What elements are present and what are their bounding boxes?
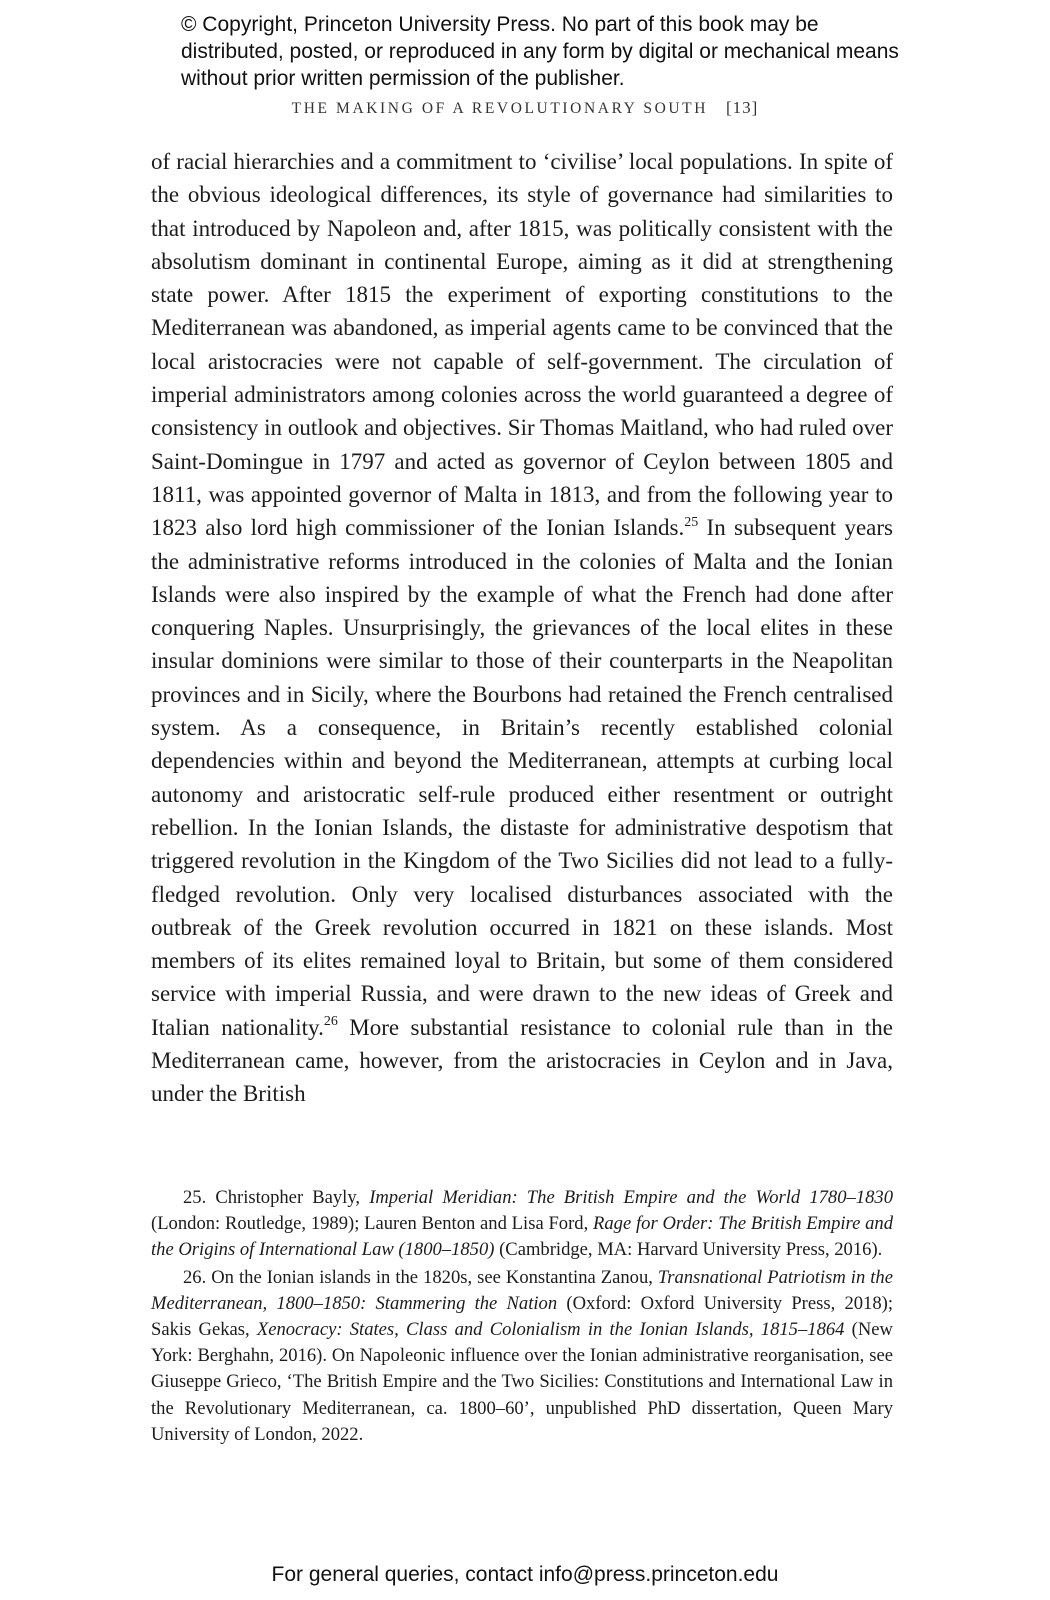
footnote-25-text-3: (Cambridge, MA: Harvard University Press, 2016). xyxy=(494,1239,883,1261)
page-number: [13] xyxy=(726,98,759,117)
body-paragraph xyxy=(151,145,893,1111)
copyright-notice: © Copyright, Princeton University Press. No part of this book may be distributed, posted, or reproduced in any form by digital or mechanical means without prior written permission of the publisher. xyxy=(181,13,899,90)
footnote-ref-25[interactable]: 25 xyxy=(684,514,699,530)
footnote-26-text-3: (New York: Berghahn, 2016). On Napoleonic influence over the Ionian administrative reorganisation, see Giuseppe Grieco, ‘The British Empire and the Two Sicilies: Constitutions and International Law in the Revolutionary Mediterranean, ca. 1800–60’, unpublished PhD dissertation, Queen Mary University of London, 2022. xyxy=(151,1319,893,1445)
footnote-26-title-2: Xenocracy: States, Class and Colonialism in the Ionian Islands, 1815–1864 xyxy=(256,1319,845,1341)
footnote-25 xyxy=(151,1185,893,1264)
footnote-26-text-2: (Oxford: Oxford University Press, 2018); Sakis Gekas, xyxy=(151,1292,893,1341)
footnote-26-title-1: Transnational Patriotism in the Mediterranean, 1800–1850: Stammering the Nation xyxy=(151,1266,893,1314)
footer-contact: For general queries, contact info@press.princeton.edu xyxy=(271,1563,779,1586)
footnote-25-text: 25. Christopher Bayly, xyxy=(183,1187,370,1208)
body-text-part-3: More substantial resistance to colonial rule than in the Mediterranean came, however, from the aristocracies in Ceylon and in Java, under the British xyxy=(151,1014,894,1107)
running-head xyxy=(0,98,1050,118)
footnote-25-text-2: (London: Routledge, 1989); Lauren Benton and Lisa Ford, xyxy=(151,1213,594,1235)
footnotes xyxy=(151,1185,893,1449)
footnote-26-text: 26. On the Ionian islands in the 1820s, see Konstantina Zanou, xyxy=(183,1266,658,1288)
footnote-25-title-2: Rage for Order: The British Empire and the Origins of International Law (1800–1850) xyxy=(151,1213,893,1261)
footnote-26 xyxy=(151,1265,893,1448)
body-text-part-1: of racial hierarchies and a commitment to ‘civilise’ local populations. In spite of the obvious ideological differences, its style of governance had similarities to that introduced by Napoleon and, after 1815, was politically consistent with the absolutism dominant in continental Europe, aiming as it did at strengthening state power. After 1815 the experiment of exporting constitutions to the Mediterranean was abandoned, as imperial agents came to be convinced that the local aristocracies were not capable of self-government. The circulation of imperial administrators among colonies across the world guaranteed a degree of consistency in outlook and objectives. Sir Thomas Maitland, who had ruled over Saint-Domingue in 1797 and acted as governor of Ceylon between 1805 and 1811, was appointed governor of Malta in 1813, and from the following year to 1823 also lord high commissioner of the Ionian Islands. xyxy=(151,149,893,541)
running-head-title: THE MAKING OF A REVOLUTIONARY SOUTH xyxy=(291,100,709,117)
body-text-part-2: In subsequent years the administrative reforms introduced in the colonies of Malta and the Ionian Islands were also inspired by the example of what the French had done after conquering Naples. Unsurprisingly, the grievances of the local elites in these insular dominions were similar to those of their counterparts in the Neapolitan provinces and in Sicily, where the Bourbons had retained the French centralised system. As a consequence, in Britain’s recently established colonial dependencies within and beyond the Mediterranean, attempts at curbing local autonomy and aristocratic self-rule produced either resentment or outright rebellion. In the Ionian Islands, the distaste for administrative despotism that triggered revolution in the Kingdom of the Two Sicilies did not lead to a fully-fledged revolution. Only very localised disturbances associated with the outbreak of the Greek revolution occurred in 1821 on these islands. Most members of its elites remained loyal to Britain, but some of them considered service with imperial Russia, and were drawn to the new ideas of Greek and Italian nationality. xyxy=(151,515,894,1040)
footnote-25-title-1: Imperial Meridian: The British Empire and the World 1780–1830 xyxy=(369,1187,893,1208)
footnote-ref-26[interactable]: 26 xyxy=(323,1014,338,1030)
